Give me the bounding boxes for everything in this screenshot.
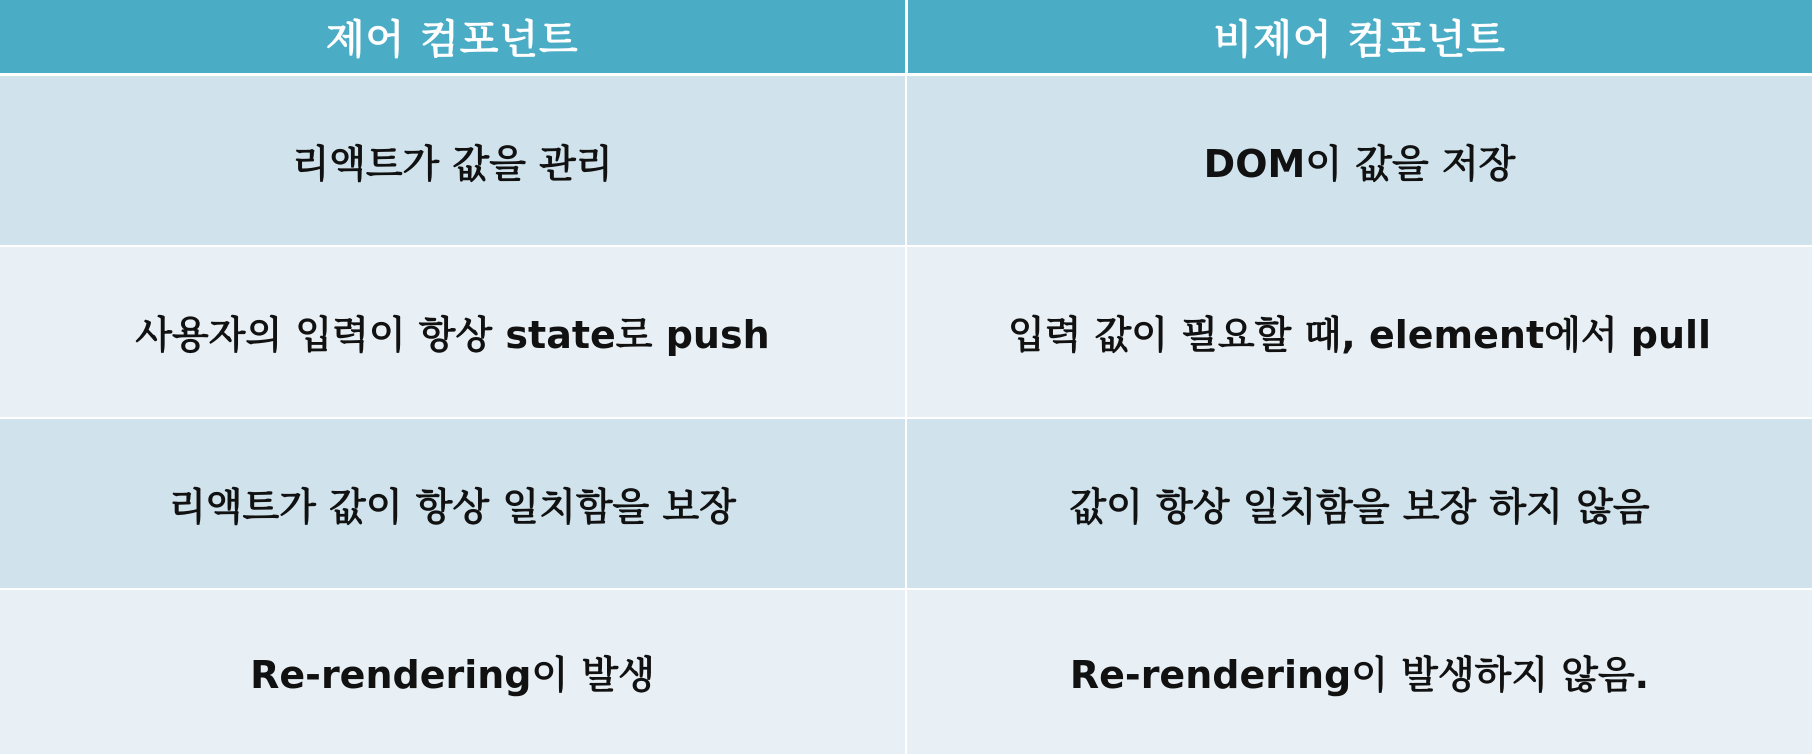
cell-uncontrolled: 값이 항상 일치함을 보장 하지 않음	[906, 418, 1812, 589]
table-header	[0, 0, 1812, 75]
cell-controlled: 리액트가 값이 항상 일치함을 보장	[0, 418, 906, 589]
cell-controlled: 리액트가 값을 관리	[0, 75, 906, 247]
table-row	[0, 75, 1812, 247]
cell-uncontrolled: 입력 값이 필요할 때, element에서 pull	[906, 246, 1812, 417]
table-row	[0, 589, 1812, 754]
header-controlled-component: 제어 컴포넌트	[0, 0, 906, 75]
header-row	[0, 0, 1812, 75]
cell-uncontrolled: Re-rendering이 발생하지 않음.	[906, 589, 1812, 754]
table-body	[0, 75, 1812, 754]
table-row	[0, 418, 1812, 589]
table-row	[0, 246, 1812, 417]
cell-uncontrolled: DOM이 값을 저장	[906, 75, 1812, 247]
header-uncontrolled-component: 비제어 컴포넌트	[906, 0, 1812, 75]
cell-controlled: 사용자의 입력이 항상 state로 push	[0, 246, 906, 417]
cell-controlled: Re-rendering이 발생	[0, 589, 906, 754]
